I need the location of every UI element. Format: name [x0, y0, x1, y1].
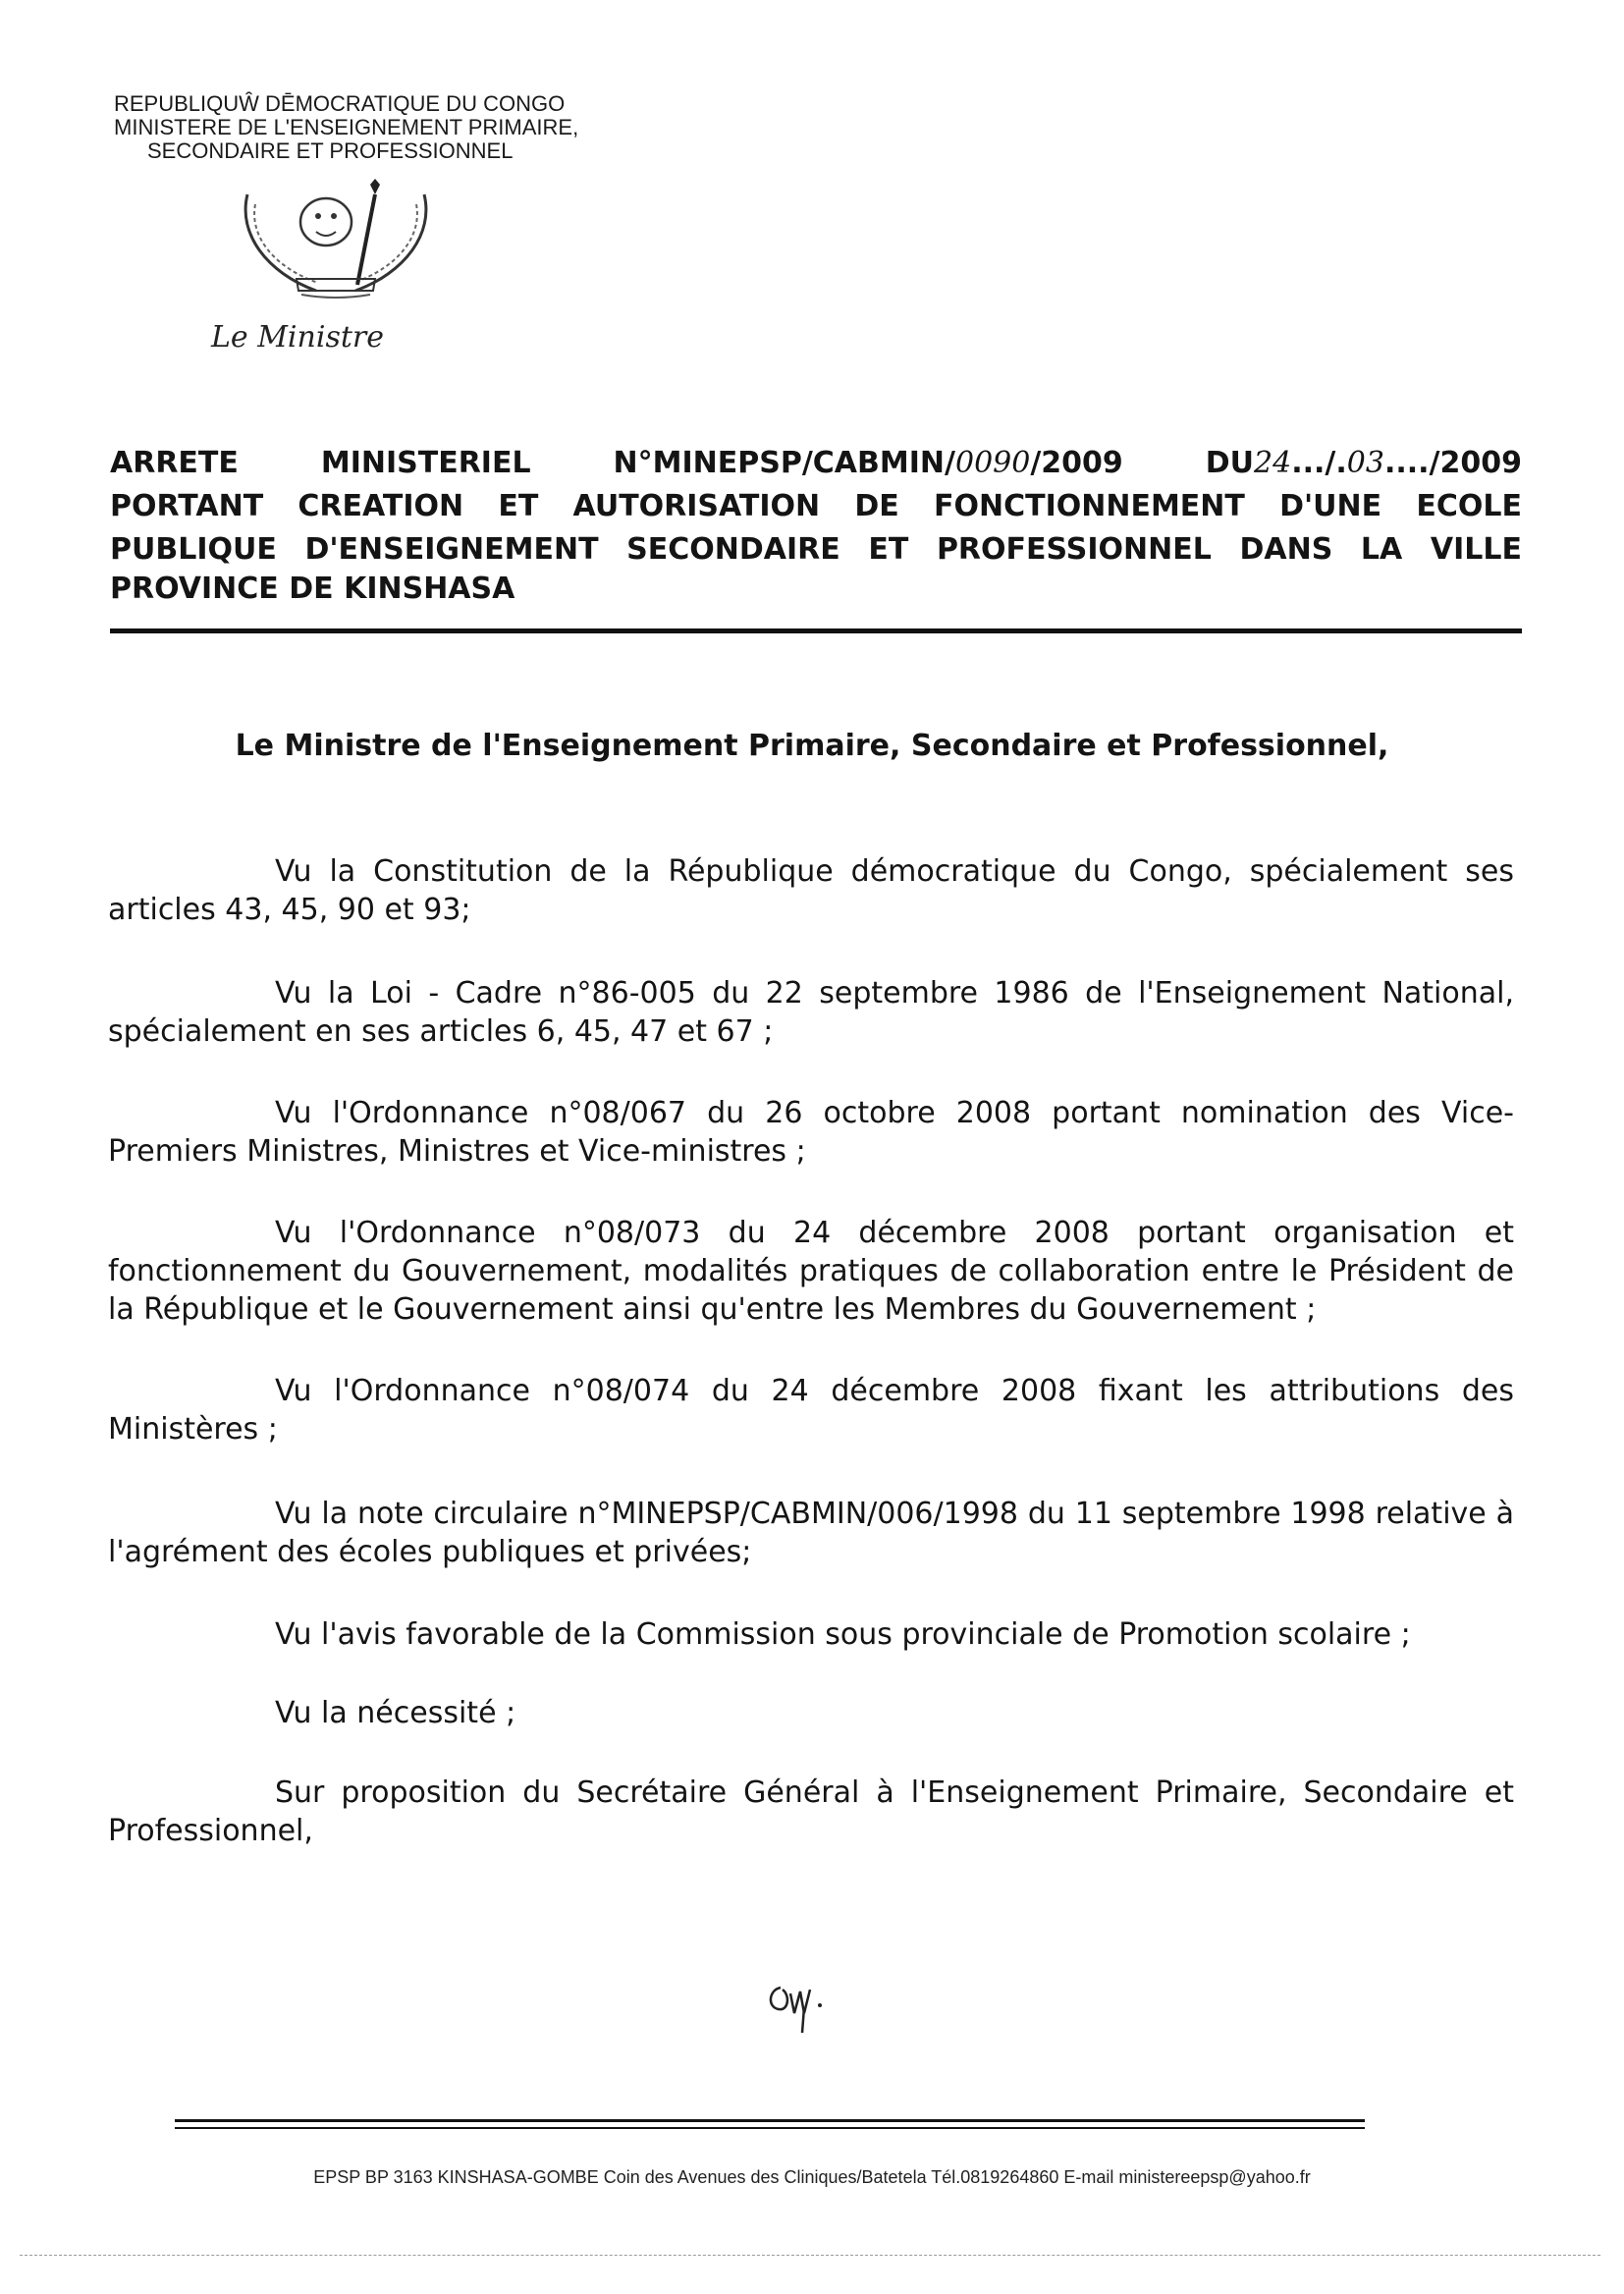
minister-signature-label: Le Ministre [211, 320, 384, 355]
consideration-proposition [108, 1774, 1514, 1850]
consideration-text: Vu la note circulaire n°MINEPSP/CABMIN/006/1998 du 11 septembre 1998 relative à l'agrément des écoles publiques et privées; [108, 1497, 1514, 1569]
consideration-text: Vu la nécessité ; [275, 1696, 516, 1730]
coat-of-arms-emblem [228, 175, 444, 302]
footer-address: EPSP BP 3163 KINSHASA-GOMBE Coin des Avenues des Cliniques/Batetela Tél.0819264860 E-mail ministereepsp@yahoo.fr [313, 2167, 1311, 2187]
consideration-ordonnance-073 [108, 1214, 1514, 1329]
consideration-avis-favorable [108, 1615, 1514, 1654]
consideration-necessite [108, 1694, 1514, 1732]
handwritten-day: 24 [1254, 446, 1292, 480]
footer-divider-bottom [175, 2127, 1365, 2129]
title-date-year: ..../2009 [1383, 446, 1522, 480]
title-line-3: PUBLIQUE D'ENSEIGNEMENT SECONDAIRE ET PROFESSIONNEL DANS LA VILLE [110, 532, 1522, 567]
header-ministry: MINISTERE DE L'ENSEIGNEMENT PRIMAIRE, [114, 115, 579, 139]
title-divider [110, 628, 1522, 633]
consideration-text: Sur proposition du Secrétaire Général à l'Enseignement Primaire, Secondaire et Professionnel, [108, 1775, 1514, 1848]
scan-artifact-line [20, 2255, 1600, 2257]
title-line-1 [110, 444, 1522, 483]
handwritten-month: 03 [1346, 446, 1384, 480]
minister-heading: Le Ministre de l'Enseignement Primaire, Secondaire et Professionnel, [235, 729, 1389, 763]
consideration-text: Vu l'avis favorable de la Commission sous provinciale de Promotion scolaire ; [275, 1617, 1411, 1652]
consideration-ordonnance-074 [108, 1372, 1514, 1448]
consideration-ordonnance-067 [108, 1094, 1514, 1171]
title-decree-number-prefix: ARRETE MINISTERIEL N°MINEPSP/CABMIN/ [110, 446, 955, 480]
title-line-4: PROVINCE DE KINSHASA [110, 572, 515, 606]
consideration-constitution [108, 852, 1514, 929]
footer-divider-top [175, 2119, 1365, 2122]
header-ministry-cont: SECONDAIRE ET PROFESSIONNEL [147, 138, 514, 163]
consideration-note-circulaire [108, 1495, 1514, 1571]
handwritten-decree-number: 0090 [954, 446, 1031, 480]
title-line-2: PORTANT CREATION ET AUTORISATION DE FONCTIONNEMENT D'UNE ECOLE [110, 489, 1522, 523]
consideration-text: Vu l'Ordonnance n°08/073 du 24 décembre 2008 portant organisation et fonctionnement du Gouvernement, modalités pratiques de collaboration entre le Président de la République et le Gouvernement ainsi qu'entre les Membres du Gouvernement ; [108, 1216, 1514, 1327]
title-year-du: /2009 DU [1030, 446, 1255, 480]
consideration-text: Vu l'Ordonnance n°08/067 du 26 octobre 2008 portant nomination des Vice-Premiers Ministres, Ministres et Vice-ministres ; [108, 1096, 1514, 1169]
consideration-loi-cadre [108, 974, 1514, 1051]
title-date-separator: .../. [1291, 446, 1347, 480]
handwritten-initials [761, 1974, 839, 2037]
consideration-text: Vu la Loi - Cadre n°86-005 du 22 septembre 1986 de l'Enseignement National, spécialement en ses articles 6, 45, 47 et 67 ; [108, 976, 1514, 1049]
consideration-text: Vu l'Ordonnance n°08/074 du 24 décembre 2008 fixant les attributions des Ministères ; [108, 1374, 1514, 1447]
header-republic: REPUBLIQUŴ DĒMOCRATIQUE DU CONGO [114, 91, 566, 116]
consideration-text: Vu la Constitution de la République démocratique du Congo, spécialement ses articles 43, 45, 90 et 93; [108, 854, 1514, 927]
